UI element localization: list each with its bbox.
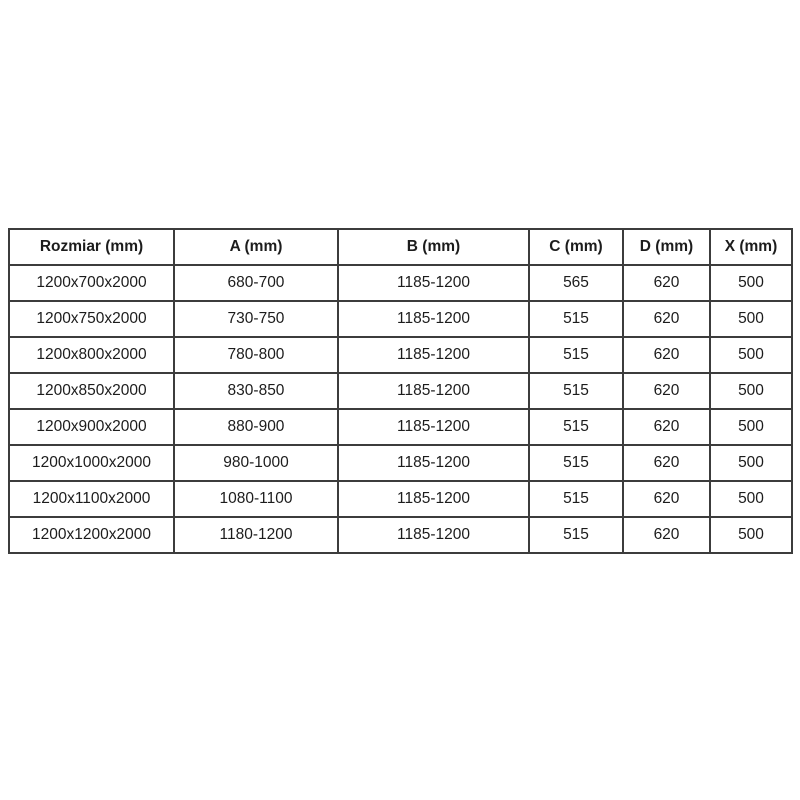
- column-header: A (mm): [174, 229, 338, 265]
- column-header: B (mm): [338, 229, 529, 265]
- table-cell: 620: [623, 337, 710, 373]
- table-cell: 1185-1200: [338, 409, 529, 445]
- table-cell: 1200x1200x2000: [9, 517, 174, 553]
- table-cell: 1180-1200: [174, 517, 338, 553]
- column-header: C (mm): [529, 229, 623, 265]
- table-cell: 880-900: [174, 409, 338, 445]
- table-cell: 620: [623, 445, 710, 481]
- table-row: [9, 481, 792, 517]
- table-cell: 1200x700x2000: [9, 265, 174, 301]
- table-row: [9, 337, 792, 373]
- table-cell: 515: [529, 409, 623, 445]
- table-cell: 500: [710, 481, 792, 517]
- table-cell: 620: [623, 265, 710, 301]
- table-cell: 620: [623, 409, 710, 445]
- table-row: [9, 301, 792, 337]
- dimensions-table: [8, 228, 793, 554]
- table-cell: 1200x1100x2000: [9, 481, 174, 517]
- table-cell: 500: [710, 265, 792, 301]
- table-cell: 730-750: [174, 301, 338, 337]
- dimensions-table-wrapper: [8, 228, 791, 554]
- table-cell: 620: [623, 373, 710, 409]
- table-cell: 1185-1200: [338, 373, 529, 409]
- table-cell: 620: [623, 301, 710, 337]
- table-cell: 780-800: [174, 337, 338, 373]
- table-cell: 500: [710, 337, 792, 373]
- table-cell: 1200x800x2000: [9, 337, 174, 373]
- table-cell: 680-700: [174, 265, 338, 301]
- table-cell: 980-1000: [174, 445, 338, 481]
- table-cell: 1185-1200: [338, 481, 529, 517]
- column-header: X (mm): [710, 229, 792, 265]
- table-cell: 515: [529, 337, 623, 373]
- table-cell: 1185-1200: [338, 337, 529, 373]
- table-cell: 500: [710, 517, 792, 553]
- table-cell: 515: [529, 301, 623, 337]
- table-cell: 1200x900x2000: [9, 409, 174, 445]
- table-cell: 1200x1000x2000: [9, 445, 174, 481]
- table-cell: 515: [529, 445, 623, 481]
- table-cell: 1185-1200: [338, 265, 529, 301]
- table-cell: 1185-1200: [338, 517, 529, 553]
- table-body: [9, 265, 792, 553]
- column-header: Rozmiar (mm): [9, 229, 174, 265]
- table-row: [9, 517, 792, 553]
- table-cell: 830-850: [174, 373, 338, 409]
- table-cell: 500: [710, 373, 792, 409]
- table-cell: 1185-1200: [338, 445, 529, 481]
- table-row: [9, 373, 792, 409]
- column-header: D (mm): [623, 229, 710, 265]
- table-row: [9, 445, 792, 481]
- table-cell: 515: [529, 481, 623, 517]
- table-cell: 515: [529, 373, 623, 409]
- table-cell: 500: [710, 445, 792, 481]
- table-cell: 620: [623, 517, 710, 553]
- header-row: [9, 229, 792, 265]
- table-row: [9, 409, 792, 445]
- table-cell: 500: [710, 301, 792, 337]
- table-cell: 1200x750x2000: [9, 301, 174, 337]
- table-cell: 500: [710, 409, 792, 445]
- table-cell: 1185-1200: [338, 301, 529, 337]
- table-cell: 1200x850x2000: [9, 373, 174, 409]
- table-cell: 515: [529, 517, 623, 553]
- table-cell: 620: [623, 481, 710, 517]
- table-row: [9, 265, 792, 301]
- table-cell: 1080-1100: [174, 481, 338, 517]
- table-cell: 565: [529, 265, 623, 301]
